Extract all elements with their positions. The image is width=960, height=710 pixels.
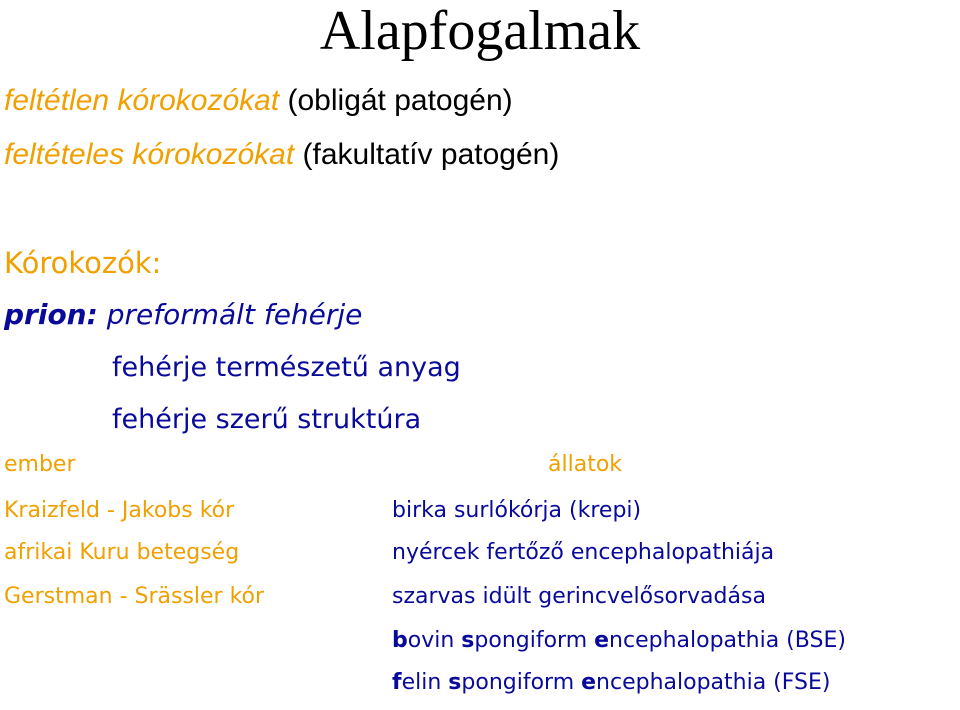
bse-part-ovin: ovin: [407, 628, 462, 653]
prion-line-1: fehérje természetű anyag: [112, 352, 461, 383]
bse-initial-e: e: [594, 628, 610, 653]
animal-disease-3: szarvas idült gerincvelősorvadása: [392, 584, 766, 609]
prion-definition: preformált fehérje: [106, 298, 363, 331]
gloss-facultative: (fakultatív patogén): [302, 138, 560, 171]
bse-part-pongiform: pongiform: [474, 628, 595, 653]
bse-line: [392, 628, 846, 653]
animal-disease-2: nyércek fertőző encephalopathiája: [392, 540, 775, 565]
fse-part-elin: elin: [401, 670, 449, 695]
human-heading: ember: [4, 452, 76, 477]
prion-line-2: fehérje szerű struktúra: [112, 404, 422, 435]
term-facultative: feltételes kórokozókat: [4, 138, 295, 171]
fse-initial-f: f: [392, 670, 402, 695]
animal-disease-1: birka surlókórja (krepi): [392, 498, 642, 523]
fse-initial-e: e: [581, 670, 597, 695]
bse-initial-s: s: [461, 628, 475, 653]
fse-part-ncephalopathia: ncephalopathia (FSE): [596, 670, 831, 695]
animal-heading: állatok: [548, 452, 623, 477]
human-disease-2: afrikai Kuru betegség: [4, 540, 240, 565]
fse-initial-s: s: [448, 670, 462, 695]
page-title: Alapfogalmak: [319, 0, 641, 62]
bse-part-ncephalopathia: ncephalopathia (BSE): [609, 628, 846, 653]
human-disease-1: Kraizfeld - Jakobs kór: [4, 498, 235, 523]
term-obligate: feltétlen kórokozókat: [4, 84, 280, 117]
prion-row: [4, 298, 362, 331]
term-row-obligate: [4, 84, 513, 118]
gloss-obligate: (obligát patogén): [287, 84, 513, 117]
human-disease-3: Gerstman - Srässler kór: [4, 584, 265, 609]
term-row-facultative: [4, 138, 559, 172]
fse-line: [392, 670, 830, 695]
bse-initial-b: b: [392, 628, 408, 653]
pathogens-heading: Kórokozók:: [4, 246, 162, 280]
prion-label: prion:: [4, 298, 98, 331]
fse-part-pongiform: pongiform: [461, 670, 582, 695]
